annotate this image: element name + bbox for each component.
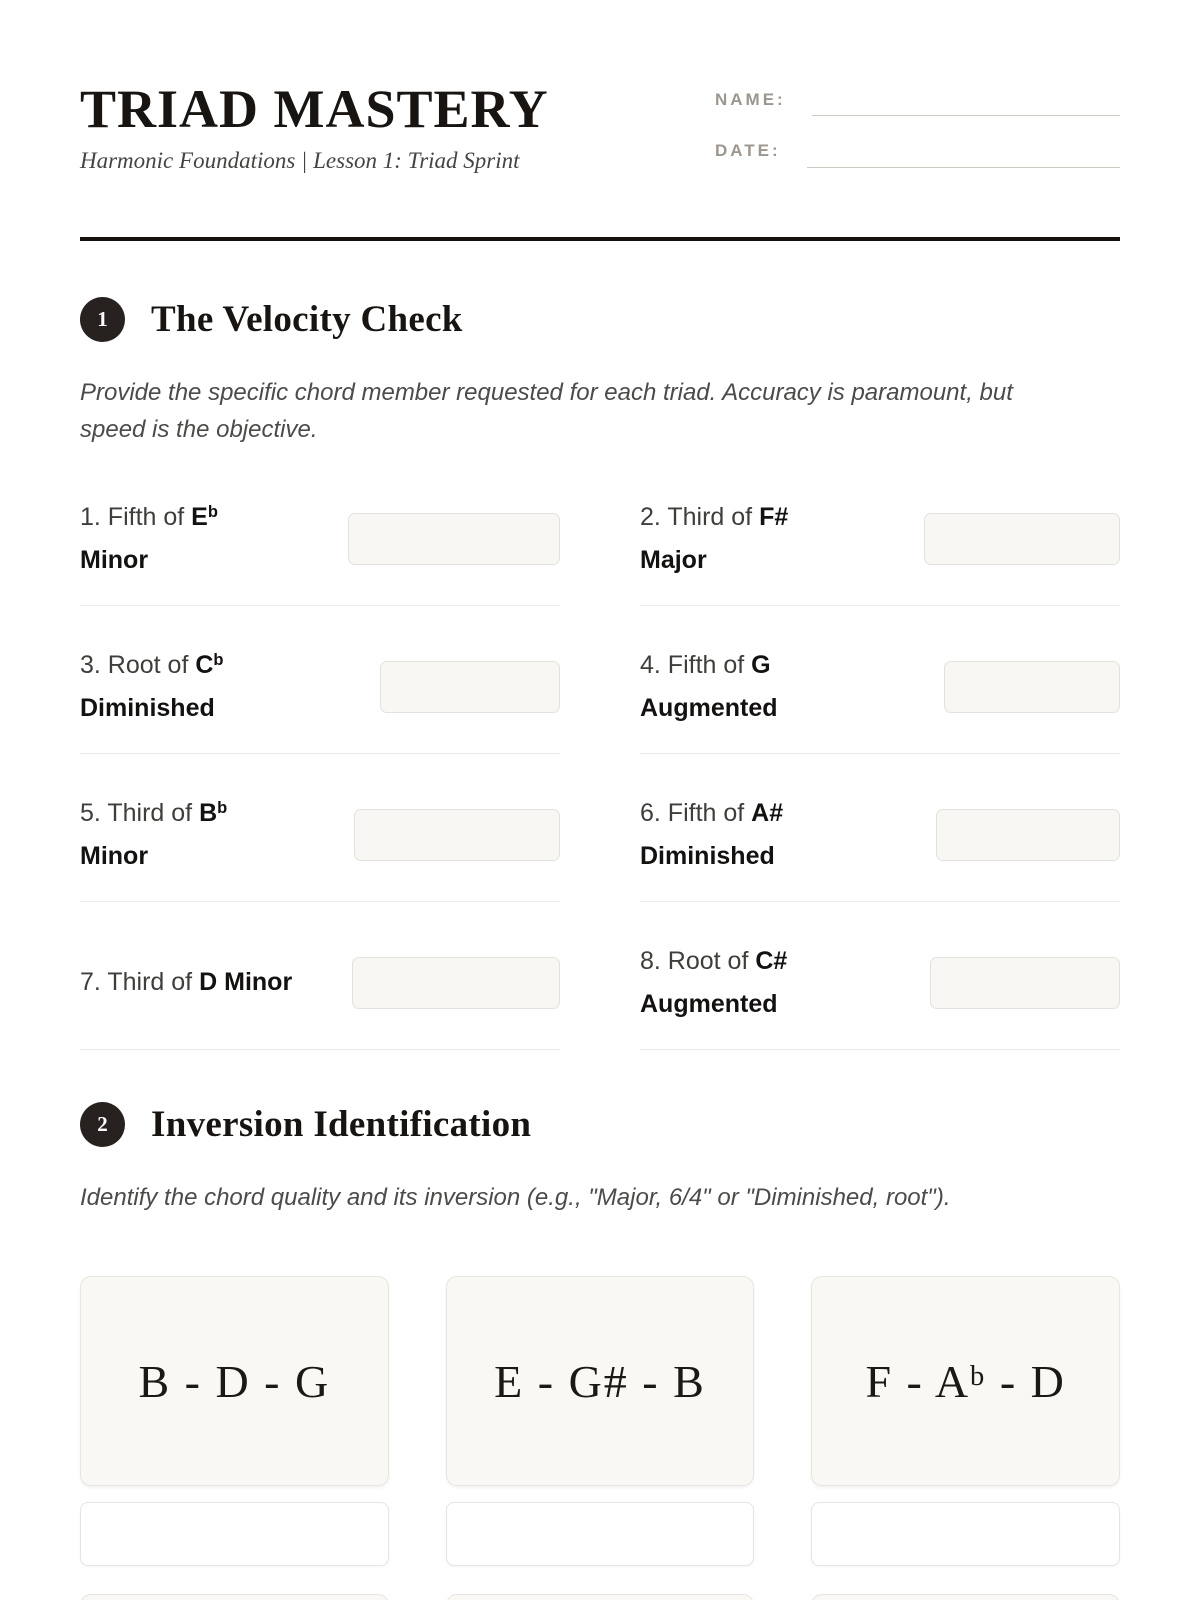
note: B <box>199 799 218 828</box>
section-1-heading <box>80 297 1120 342</box>
date-label: DATE: <box>715 141 781 161</box>
chord-quality: Major <box>640 545 707 574</box>
chord-card-3 <box>811 1276 1120 1486</box>
flat-accidental: b <box>207 502 218 521</box>
question-7-chord <box>199 968 292 996</box>
chord-quality: Minor <box>80 545 149 574</box>
sharp-accidental: # <box>773 947 788 976</box>
question-item-4 <box>640 634 1120 754</box>
answer-box-q8[interactable] <box>930 957 1120 1009</box>
section-1-number-badge: 1 <box>80 297 125 342</box>
chord-card-3-text <box>865 1355 1065 1408</box>
question-6-prompt: 6. Fifth of <box>640 799 745 828</box>
date-write-line[interactable] <box>807 167 1120 168</box>
question-5-text <box>80 792 227 877</box>
chord-card-partial-1 <box>80 1594 389 1600</box>
section-velocity-check <box>80 297 1120 1050</box>
question-item-5 <box>80 782 560 902</box>
note: A <box>751 799 770 828</box>
answer-box-q3[interactable] <box>380 661 560 713</box>
section-1-instructions: Provide the specific chord member requested for each triad. Accuracy is paramount, but speed is the objective. <box>80 378 1013 443</box>
chord-notes: E - G# - B <box>494 1355 706 1407</box>
chord-quality: Augmented <box>640 989 778 1018</box>
inversion-answer-box-3[interactable] <box>811 1502 1120 1566</box>
chord-quality: Minor <box>80 841 149 870</box>
worksheet-subtitle: Harmonic Foundations | Lesson 1: Triad Sprint <box>80 148 520 173</box>
question-item-8 <box>640 930 1120 1050</box>
question-2-prompt: 2. Third of <box>640 503 753 532</box>
flat-accidental: b <box>217 798 228 817</box>
question-7-prompt: 7. Third of <box>80 968 193 997</box>
chord-card-row <box>80 1276 1120 1486</box>
note: C <box>755 947 774 976</box>
question-2-text <box>640 496 788 581</box>
question-item-2 <box>640 486 1120 606</box>
section-inversion-identification <box>80 1102 1120 1600</box>
answer-box-q2[interactable] <box>924 513 1120 565</box>
name-write-line[interactable] <box>812 115 1120 116</box>
chord-card-row-partial <box>80 1594 1120 1600</box>
question-1-text <box>80 496 218 581</box>
inversion-answer-box-1[interactable] <box>80 1502 389 1566</box>
section-2-title: Inversion Identification <box>151 1104 532 1146</box>
answer-box-q7[interactable] <box>352 957 560 1009</box>
section-2-instructions: Identify the chord quality and its inversion (e.g., "Major, 6/4" or "Diminished, root"). <box>80 1184 951 1212</box>
section-1-title: The Velocity Check <box>151 298 463 340</box>
chord-card-partial-2 <box>446 1594 755 1600</box>
chord-card-1-text <box>138 1355 330 1408</box>
title-block <box>80 79 549 174</box>
name-date-block <box>715 90 1120 193</box>
chord-notes: B - D - G <box>138 1355 331 1407</box>
name-label: NAME: <box>715 90 786 109</box>
sharp-accidental: # <box>774 503 789 532</box>
question-item-3 <box>80 634 560 754</box>
header-divider <box>80 237 1120 241</box>
question-5-prompt: 5. Third of <box>80 799 193 828</box>
question-7-text <box>80 961 292 1004</box>
note: G <box>751 651 771 680</box>
question-grid <box>80 486 1120 1050</box>
chord-card-partial-3 <box>811 1594 1120 1600</box>
chord-card-2-text <box>494 1355 706 1408</box>
question-1-prompt: 1. Fifth of <box>80 503 185 532</box>
question-8-text <box>640 940 787 1025</box>
question-4-text <box>640 644 778 729</box>
worksheet-header <box>80 79 1120 193</box>
question-item-7 <box>80 930 560 1050</box>
chord-notes: F - A <box>865 1355 971 1407</box>
note: D <box>199 968 218 997</box>
answer-box-q4[interactable] <box>944 661 1120 713</box>
question-3-text <box>80 644 224 729</box>
name-row <box>715 90 1120 110</box>
section-2-heading <box>80 1102 1120 1147</box>
chord-quality: Diminished <box>80 693 215 722</box>
question-4-prompt: 4. Fifth of <box>640 651 745 680</box>
answer-box-q5[interactable] <box>354 809 560 861</box>
flat-accidental: b <box>970 1360 987 1392</box>
date-row <box>715 141 1120 161</box>
question-6-text <box>640 792 783 877</box>
chord-card-2 <box>446 1276 755 1486</box>
chord-card-1 <box>80 1276 389 1486</box>
answer-box-q1[interactable] <box>348 513 560 565</box>
flat-accidental: b <box>213 650 224 669</box>
question-item-6 <box>640 782 1120 902</box>
question-item-1 <box>80 486 560 606</box>
chord-quality: Diminished <box>640 841 775 870</box>
chord-quality: Augmented <box>640 693 778 722</box>
answer-box-q6[interactable] <box>936 809 1120 861</box>
note: E <box>191 503 208 532</box>
note: C <box>195 651 214 680</box>
note: F <box>759 503 775 532</box>
question-8-prompt: 8. Root of <box>640 947 749 976</box>
chord-quality: Minor <box>224 968 293 997</box>
inversion-answer-row <box>80 1502 1120 1566</box>
section-2-number-badge: 2 <box>80 1102 125 1147</box>
sharp-accidental: # <box>769 799 784 828</box>
chord-notes: - D <box>986 1355 1066 1407</box>
inversion-answer-box-2[interactable] <box>446 1502 755 1566</box>
worksheet-title: TRIAD MASTERY <box>80 79 549 139</box>
question-3-prompt: 3. Root of <box>80 651 189 680</box>
